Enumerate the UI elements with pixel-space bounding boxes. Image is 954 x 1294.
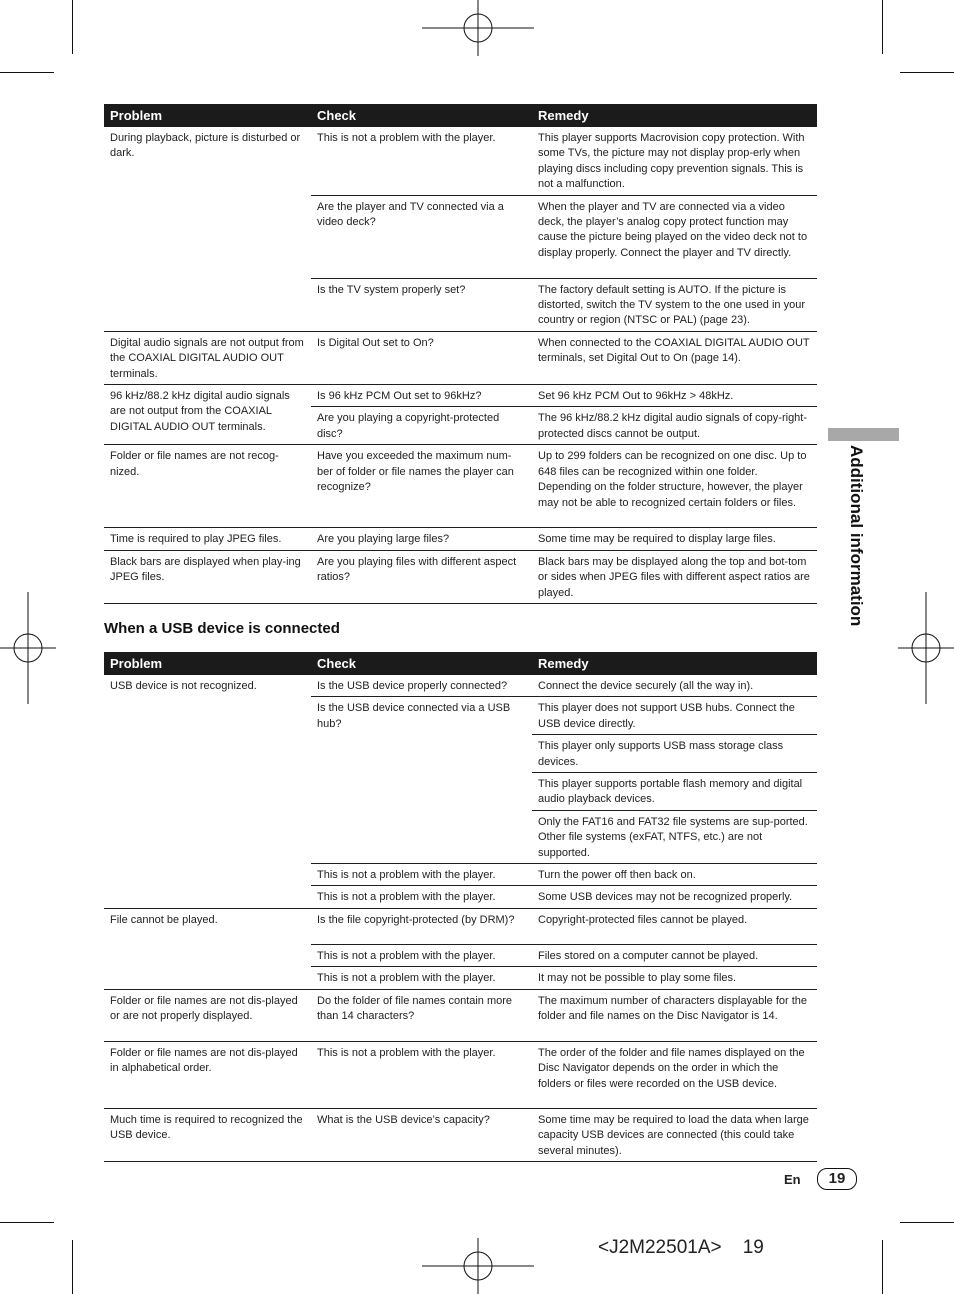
- registration-mark-bottom: [422, 1238, 534, 1294]
- problem-cell: Folder or file names are not dis-played or are not properly displayed.: [104, 989, 311, 1041]
- table-row: [104, 1041, 817, 1108]
- language-label: En: [784, 1172, 801, 1187]
- remedy-cell: When connected to the COAXIAL DIGITAL AUDIO OUT terminals, set Digital Out to On (page 14).: [532, 331, 817, 384]
- crop-mark: [882, 1240, 883, 1294]
- registration-mark-top: [422, 0, 534, 56]
- side-tab-label: Additional information: [847, 445, 866, 627]
- check-cell: Is the USB device properly connected?: [311, 675, 532, 697]
- check-cell: Are the player and TV connected via a video deck?: [311, 195, 532, 278]
- header-remedy: Remedy: [532, 104, 817, 127]
- troubleshooting-table-disc: [104, 104, 817, 604]
- crop-mark: [0, 72, 54, 73]
- header-check: Check: [311, 104, 532, 127]
- check-cell: This is not a problem with the player.: [311, 1041, 532, 1108]
- problem-cell: 96 kHz/88.2 kHz digital audio signals are not output from the COAXIAL DIGITAL AUDIO OUT terminals.: [104, 385, 311, 445]
- problem-cell: Black bars are displayed when play-ing JPEG files.: [104, 550, 311, 603]
- header-problem: Problem: [104, 104, 311, 127]
- table-row: [104, 331, 817, 384]
- document-code-page: 19: [742, 1237, 764, 1258]
- check-cell: Are you playing large files?: [311, 528, 532, 550]
- problem-cell: Folder or file names are not recog-nized.: [104, 445, 311, 528]
- remedy-cell: This player supports Macrovision copy protection. With some TVs, the picture may not display prop-erly when playing discs including copy prevention signals. This is not a malfunction.: [532, 127, 817, 195]
- check-cell: This is not a problem with the player.: [311, 944, 532, 966]
- section-title-usb: When a USB device is connected: [104, 620, 340, 637]
- remedy-cell: The maximum number of characters displayable for the folder and file names on the Disc Navigator is 14.: [532, 989, 817, 1041]
- problem-cell: Digital audio signals are not output from the COAXIAL DIGITAL AUDIO OUT terminals.: [104, 331, 311, 384]
- remedy-cell: Files stored on a computer cannot be played.: [532, 944, 817, 966]
- table-row: [104, 675, 817, 697]
- remedy-cell: Only the FAT16 and FAT32 file systems are sup-ported. Other file systems (exFAT, NTFS, etc.) are not supported.: [532, 810, 817, 863]
- check-cell: Is Digital Out set to On?: [311, 331, 532, 384]
- remedy-cell: The order of the folder and file names displayed on the Disc Navigator depends on the order in which the folders or files were recorded on the USB device.: [532, 1041, 817, 1108]
- check-cell: This is not a problem with the player.: [311, 886, 532, 908]
- check-cell: Do the folder of file names contain more than 14 characters?: [311, 989, 532, 1041]
- remedy-cell: It may not be possible to play some files.: [532, 967, 817, 989]
- problem-cell: During playback, picture is disturbed or dark.: [104, 127, 311, 331]
- remedy-cell: Some USB devices may not be recognized properly.: [532, 886, 817, 908]
- problem-cell: USB device is not recognized.: [104, 675, 311, 908]
- check-cell: This is not a problem with the player.: [311, 864, 532, 886]
- table-row: [104, 989, 817, 1041]
- problem-cell: File cannot be played.: [104, 908, 311, 989]
- crop-mark: [72, 0, 73, 54]
- remedy-cell: The 96 kHz/88.2 kHz digital audio signals of copy-right-protected discs cannot be output.: [532, 407, 817, 445]
- problem-cell: Much time is required to recognized the USB device.: [104, 1108, 311, 1161]
- remedy-cell: Set 96 kHz PCM Out to 96kHz > 48kHz.: [532, 385, 817, 407]
- table-row: [104, 385, 817, 407]
- check-cell: This is not a problem with the player.: [311, 967, 532, 989]
- problem-cell: Folder or file names are not dis-played in alphabetical order.: [104, 1041, 311, 1108]
- check-cell: Are you playing a copyright-protected disc?: [311, 407, 532, 445]
- crop-mark: [882, 0, 883, 54]
- table-row: [104, 445, 817, 528]
- check-cell: Is the file copyright-protected (by DRM)?: [311, 908, 532, 944]
- troubleshooting-table-usb: [104, 652, 817, 1162]
- table-header-row: [104, 652, 817, 675]
- crop-mark: [0, 1222, 54, 1223]
- table-row: [104, 908, 817, 944]
- crop-mark: [72, 1240, 73, 1294]
- check-cell: Is 96 kHz PCM Out set to 96kHz?: [311, 385, 532, 407]
- problem-cell: Time is required to play JPEG files.: [104, 528, 311, 550]
- crop-mark: [900, 72, 954, 73]
- remedy-cell: When the player and TV are connected via a video deck, the player’s analog copy protect function may cause the picture being played on the video deck not to display properly. Connect the player and TV directly.: [532, 195, 817, 278]
- remedy-cell: Connect the device securely (all the way in).: [532, 675, 817, 697]
- registration-mark-right: [898, 592, 954, 704]
- table-row: [104, 550, 817, 603]
- remedy-cell: This player does not support USB hubs. Connect the USB device directly.: [532, 697, 817, 735]
- remedy-cell: Up to 299 folders can be recognized on one disc. Up to 648 files can be recognized within one folder. Depending on the folder structure, however, the player may not be able to recognized certain folders or files.: [532, 445, 817, 528]
- check-cell: Have you exceeded the maximum num-ber of folder or file names the player can recognize?: [311, 445, 532, 528]
- registration-mark-left: [0, 592, 56, 704]
- remedy-cell: Copyright-protected files cannot be played.: [532, 908, 817, 944]
- header-remedy: Remedy: [532, 652, 817, 675]
- header-check: Check: [311, 652, 532, 675]
- check-cell: What is the USB device’s capacity?: [311, 1108, 532, 1161]
- check-cell: Are you playing files with different aspect ratios?: [311, 550, 532, 603]
- side-tab-bar: [828, 428, 899, 441]
- document-code: [598, 1237, 764, 1259]
- remedy-cell: This player supports portable flash memory and digital audio playback devices.: [532, 773, 817, 811]
- remedy-cell: This player only supports USB mass storage class devices.: [532, 735, 817, 773]
- remedy-cell: Black bars may be displayed along the top and bot-tom or sides when JPEG files with different aspect ratios are played.: [532, 550, 817, 603]
- table-row: [104, 1108, 817, 1161]
- document-code-id: <J2M22501A>: [598, 1237, 722, 1258]
- table-row: [104, 528, 817, 550]
- check-cell: Is the TV system properly set?: [311, 278, 532, 331]
- check-cell: Is the USB device connected via a USB hub?: [311, 697, 532, 864]
- header-problem: Problem: [104, 652, 311, 675]
- crop-mark: [900, 1222, 954, 1223]
- table-header-row: [104, 104, 817, 127]
- remedy-cell: Turn the power off then back on.: [532, 864, 817, 886]
- remedy-cell: The factory default setting is AUTO. If the picture is distorted, switch the TV system to the one used in your country or region (NTSC or PAL) (page 23).: [532, 278, 817, 331]
- page-number: 19: [817, 1168, 857, 1190]
- remedy-cell: Some time may be required to load the data when large capacity USB devices are connected (this could take several minutes).: [532, 1108, 817, 1161]
- check-cell: This is not a problem with the player.: [311, 127, 532, 195]
- remedy-cell: Some time may be required to display large files.: [532, 528, 817, 550]
- table-row: [104, 127, 817, 195]
